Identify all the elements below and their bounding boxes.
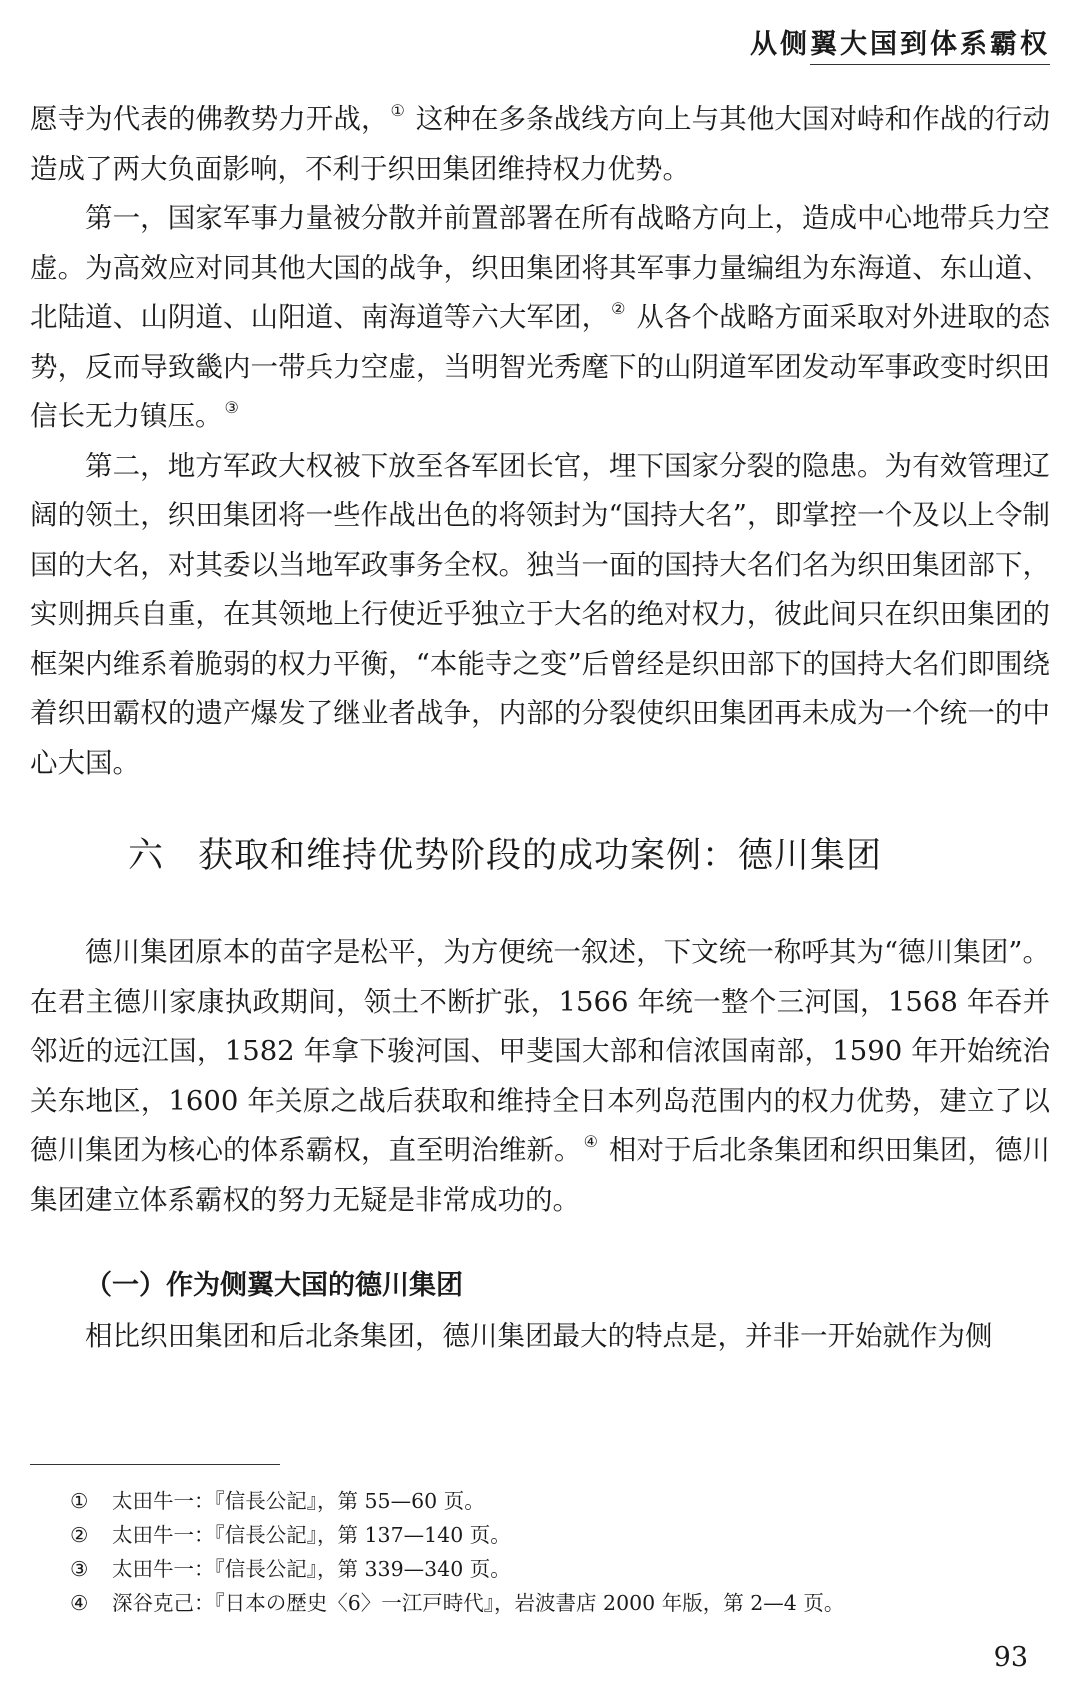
body-text: [30, 95, 1050, 1362]
paragraph-3: 第二，地方军政大权被下放至各军团长官，埋下国家分裂的隐患。为有效管理辽阔的领土，织田集团将一些作战出色的将领封为“国持大名”，即掌控一个及以上令制国的大名，对其委以当地军政事务全权。独当一面的国持大名们名为织田集团部下，实则拥兵自重，在其领地上行使近乎独立于大名的绝对权力，彼此间只在织田集团的框架内维系着脆弱的权力平衡，“本能寺之变”后曾经是织田部下的国持大名们即围绕着织田霸权的遗产爆发了继业者战争，内部的分裂使织田集团再未成为一个统一的中心大国。: [30, 449, 1050, 779]
section-number: 六: [128, 836, 165, 876]
header-rule: [810, 64, 1050, 65]
footnotes: [70, 1484, 844, 1620]
footnote-rule: [30, 1464, 280, 1465]
footnote-3: ③ 太田牛一：『信長公記』，第 339—340 页。: [70, 1557, 511, 1581]
footnote-2: ② 太田牛一：『信長公記』，第 137—140 页。: [70, 1523, 511, 1547]
page-number: 93: [993, 1642, 1028, 1673]
footnote-ref-1[interactable]: ①: [390, 101, 405, 120]
subsection-heading: （一）作为侧翼大国的德川集团: [85, 1270, 463, 1301]
footnote-4: ④ 深谷克己：『日本の歴史〈6〉一江戸時代』，岩波書店 2000 年版，第 2—4 页。: [70, 1591, 845, 1615]
paragraph-4: 德川集团原本的苗字是松平，为方便统一叙述，下文统一称呼其为“德川集团”。在君主德川家康执政期间，领土不断扩张，1566 年统一整个三河国，1568 年吞并邻近的远江国，1582 年拿下骏河国、甲斐国大部和信浓国南部，1590 年开始统治关东地区，1600 年关原之战后获取和维持全日本列岛范围内的权力优势，建立了以德川集团为核心的体系霸权，直至明治维新。 ④ 相对于后北条集团和织田集团，德川集团建立体系霸权的努力无疑是非常成功的。: [30, 936, 1051, 1216]
footnote-1: ① 太田牛一：『信長公記』，第 55—60 页。: [70, 1489, 485, 1513]
paragraph-1: 愿寺为代表的佛教势力开战， ① 这种在多条战线方向上与其他大国对峙和作战的行动造成了两大负面影响，不利于织田集团维持权力优势。: [30, 101, 1051, 185]
section-heading: [30, 826, 1050, 886]
running-title: 从侧翼大国到体系霸权: [750, 29, 1050, 60]
footnote-ref-2[interactable]: ②: [611, 299, 626, 318]
footnote-ref-4[interactable]: ④: [583, 1132, 599, 1151]
section-title: 获取和维持优势阶段的成功案例：德川集团: [198, 836, 883, 876]
paragraph-5: 相比织田集团和后北条集团，德川集团最大的特点是，并非一开始就作为侧: [85, 1320, 993, 1352]
paragraph-2: 第一，国家军事力量被分散并前置部署在所有战略方向上，造成中心地带兵力空虚。为高效应对同其他大国的战争，织田集团将其军事力量编组为东海道、东山道、北陆道、山阴道、山阳道、南海道等六大军团， ② 从各个战略方面采取对外进取的态势，反而导致畿内一带兵力空虚，当明智光秀麾下的山阴道军团发动军事政变时织田信长无力镇压。 ③: [30, 202, 1051, 432]
footnote-ref-3[interactable]: ③: [224, 398, 239, 417]
